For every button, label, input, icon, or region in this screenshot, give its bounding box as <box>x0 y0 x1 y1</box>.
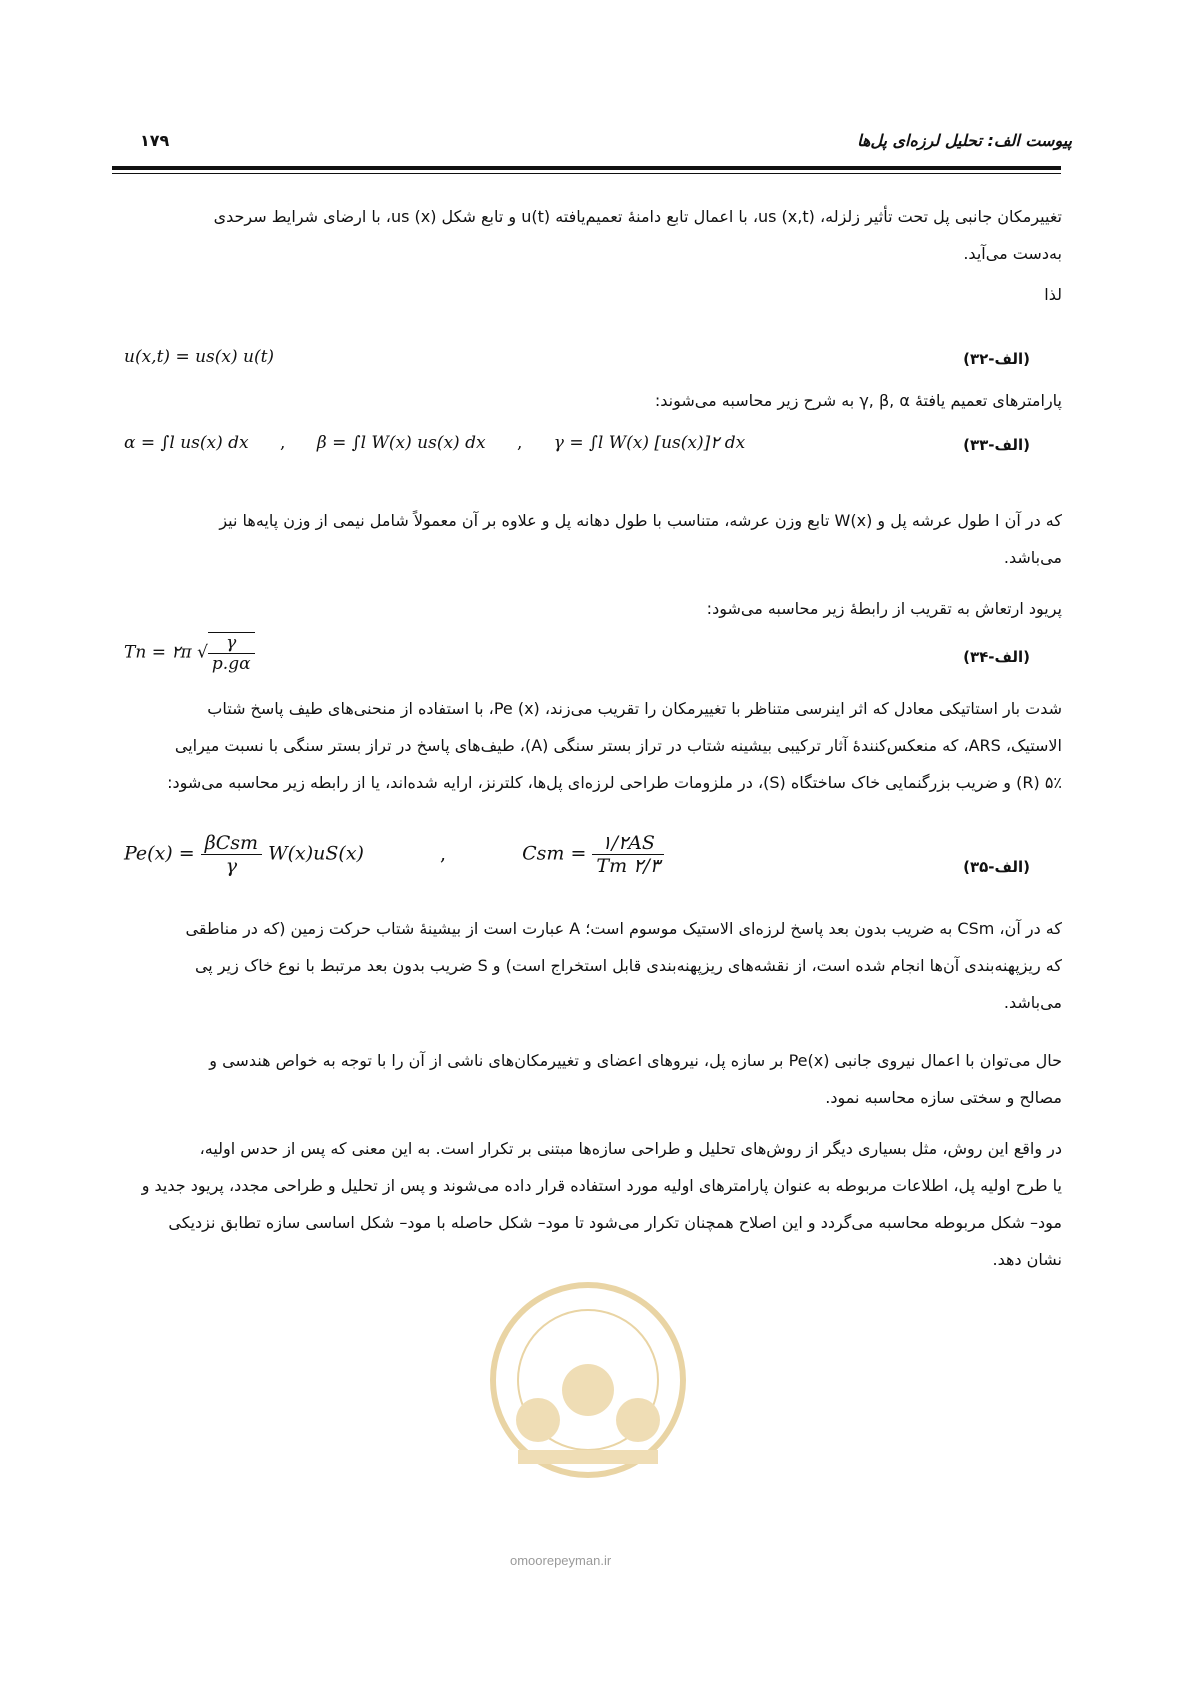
running-header-title: پیوست الف: تحلیل لرزه‌ای پل‌ها <box>857 131 1072 150</box>
text-line: در واقع این روش، مثل بسیاری دیگر از روش‌های تحلیل و طراحی سازه‌ها مبتنی بر تکرار است. به این معنی که پس از حدس اولیه، <box>199 1139 1062 1158</box>
fraction-numerator: βCsm <box>201 832 262 855</box>
equation-rhs: W(x)uS(x) <box>268 842 364 865</box>
text-line: نشان دهد. <box>992 1250 1062 1269</box>
fraction-numerator: γ <box>208 633 255 654</box>
fraction-denominator: p.gα <box>211 654 251 674</box>
text-line: تغییرمکان جانبی پل تحت تأثیر زلزله، us (x,t)، با اعمال تابع دامنهٔ تعمیم‌یافته u(t) و تابع شکل us (x)، با ارضای شرایط سرحدی <box>213 207 1062 226</box>
text-line: مود– شکل مربوطه محاسبه می‌گردد و این اصلاح همچنان تکرار می‌شود تا مود– شکل حاصله با مود– شکل اساسی سازه تطابق نزدیکی <box>168 1213 1062 1232</box>
text-line: حال می‌توان با اعمال نیروی جانبی Pe(x) بر سازه پل، نیروهای اعضای و تغییرمکان‌های ناشی از آن را با توجه به خواص هندسی و <box>209 1051 1062 1070</box>
equation-label-33: (الف-۳۳) <box>963 436 1030 454</box>
paragraph-static-load <box>122 690 1062 801</box>
paragraph-parameters <box>122 382 1062 419</box>
equation-32: u(x,t) = us(x) u(t) <box>124 347 275 367</box>
header-rule-thin <box>112 173 1061 174</box>
fraction-numerator: ۱/۲AS <box>592 832 664 855</box>
paragraph-period <box>122 590 1062 627</box>
equation-lhs: Pe(x) = <box>124 842 195 865</box>
header-rule-thick <box>112 166 1061 170</box>
text-line: لذا <box>1044 285 1062 304</box>
watermark-logo <box>478 1270 698 1530</box>
equation-separator: , <box>280 433 286 453</box>
paragraph-lateral-force <box>122 1042 1062 1116</box>
text-line: ۵٪ (R) و ضریب بزرگنمایی خاک ساختگاه (S)، در ملزومات طراحی لرزه‌ای پل‌ها، کلترنز، ارایه شده‌اند، یا از رابطه زیر محاسبه می‌شود: <box>167 773 1062 792</box>
text-line: می‌باشد. <box>1003 548 1062 567</box>
text-line: یا طرح اولیه پل، اطلاعات مربوطه به عنوان پارامترهای اولیه مورد استفاده قرار داده می‌شوند و پس از تحلیل و طراحی مجدد، پریود جدید و <box>141 1176 1062 1195</box>
fraction-denominator: Tm ۲/۳ <box>596 855 660 877</box>
equation-beta: β = ∫l W(x) us(x) dx <box>316 433 486 453</box>
equation-label-34: (الف-۳۴) <box>963 648 1030 666</box>
paragraph-therefore <box>122 276 1062 313</box>
equation-34: Tn = ۲π √ $\frac{\gamma}{p.g\alpha}$ <box>124 632 255 674</box>
equation-separator: , <box>440 842 447 865</box>
text-line: پارامترهای تعمیم یافتهٔ γ, β, α به شرح زیر محاسبه می‌شوند: <box>654 391 1062 410</box>
text-line: به‌دست می‌آید. <box>963 244 1062 263</box>
text-line: مصالح و سختی سازه محاسبه نمود. <box>825 1088 1062 1107</box>
paragraph-intro <box>122 198 1062 272</box>
paragraph-iteration <box>122 1130 1062 1278</box>
equation-35 <box>124 832 664 877</box>
paragraph-definitions <box>122 502 1062 576</box>
watermark-text: omoorepeyman.ir <box>510 1553 612 1568</box>
text-line: می‌باشد. <box>1003 993 1062 1012</box>
page-number: ۱۷۹ <box>140 131 170 150</box>
text-line: الاستیک، ARS، که منعکس‌کنندهٔ آثار ترکیبی بیشینه شتاب در تراز بستر سنگی (A)، طیف‌های پاسخ در تراز بستر سنگی با نسبت میرایی <box>174 736 1062 755</box>
equation-label-35: (الف-۳۵) <box>963 858 1030 876</box>
equation-alpha: α = ∫l us(x) dx <box>124 433 249 453</box>
text-line: شدت بار استاتیکی معادل که اثر اینرسی متناظر با تغییرمکان را تقریب می‌زند، Pe (x)، با استفاده از منحنی‌های طیف پاسخ شتاب <box>207 699 1062 718</box>
fraction-denominator: γ <box>225 855 238 877</box>
text-line: پریود ارتعاش به تقریب از رابطهٔ زیر محاسبه می‌شود: <box>706 599 1062 618</box>
text-line: که در آن l طول عرشه پل و W(x) تابع وزن عرشه، متناسب با طول دهانه پل و علاوه بر آن معمولاً شامل نیمی از وزن پایه‌ها نیز <box>219 511 1062 530</box>
equation-33 <box>124 433 745 453</box>
text-line: که در آن، CSm به ضریب بدون بعد پاسخ لرزه‌ای الاستیک موسوم است؛ A عبارت است از بیشینهٔ شتاب حرکت زمین (که در مناطقی <box>185 919 1062 938</box>
text-line: که ریزپهنه‌بندی آن‌ها انجام شده است، از نقشه‌های ریزپهنه‌بندی قابل استخراج است) و S ضریب بدون بعد مرتبط با نوع خاک زیر پی <box>194 956 1062 975</box>
equation-lhs-2: Csm = <box>522 842 587 865</box>
equation-separator: , <box>516 433 523 453</box>
equation-lhs: Tn = ۲π <box>124 642 192 663</box>
paragraph-csm <box>122 910 1062 1021</box>
equation-label-32: (الف-۳۲) <box>963 350 1030 368</box>
equation-gamma: γ = ∫l W(x) [us(x)]۲ dx <box>553 433 746 453</box>
